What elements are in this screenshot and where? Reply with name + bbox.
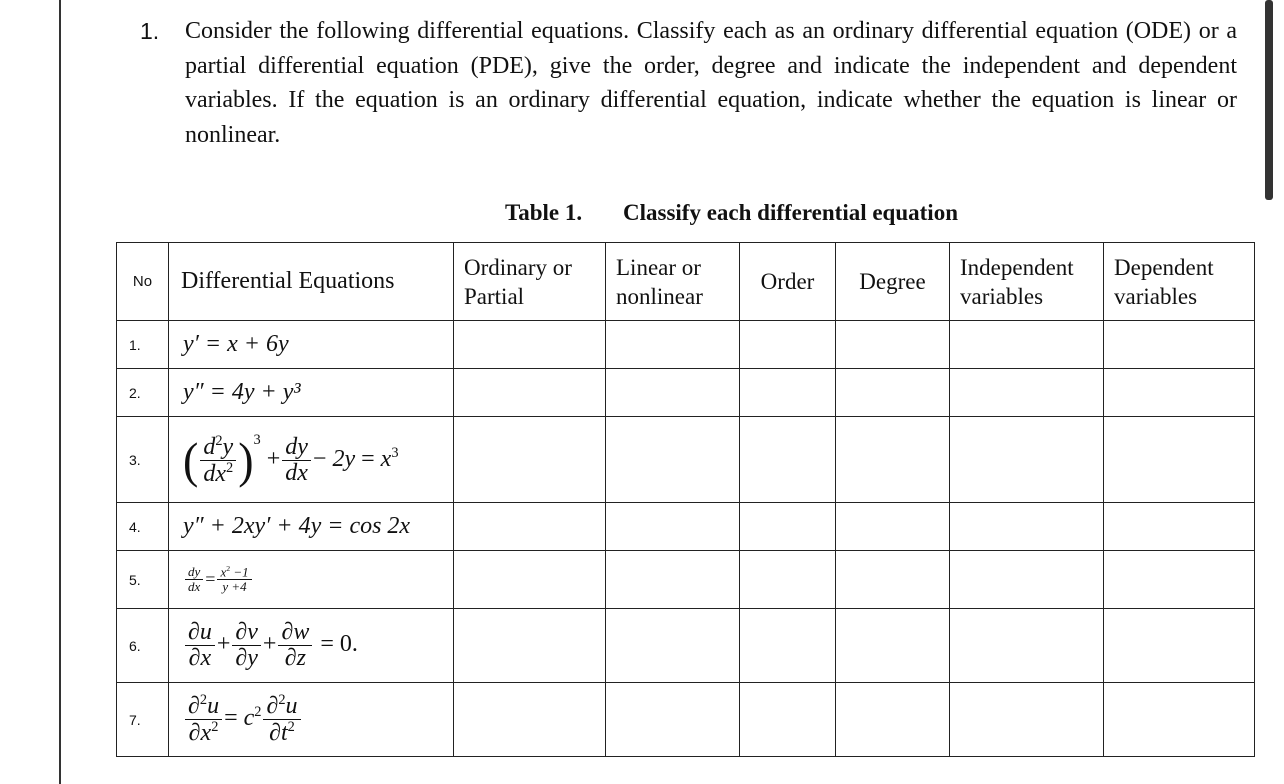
answer-degree-cell[interactable] [836, 503, 950, 551]
answer-independent-cell[interactable] [950, 609, 1104, 683]
equation-cell [169, 551, 454, 609]
answer-degree-cell[interactable] [836, 369, 950, 417]
answer-order-cell[interactable] [740, 503, 836, 551]
answer-ordinary-partial-cell[interactable] [454, 683, 606, 757]
scrollbar-thumb[interactable] [1265, 0, 1273, 200]
row-number: 3. [117, 417, 169, 503]
answer-order-cell[interactable] [740, 321, 836, 369]
answer-degree-cell[interactable] [836, 551, 950, 609]
equation-7: $\frac{\partial^2u}{\partial x^2}$ = $c^2$ $\frac{\partial^2u}{\partial t^2}$ [183, 705, 303, 731]
equation-3: ( $\frac{d^2y}{dx^2}$ )$^3$ + $\frac{dy}{dx}$ − $2y = x^3$ [183, 431, 399, 488]
table-row [117, 321, 1255, 369]
question-text: Consider the following differential equations. Classify each as an ordinary differential equation (ODE) or a partial differential equation (PDE), give the order, degree and indicate the independent and dependent variables. If the equation is an ordinary differential equation, indicate whether the equation is linear or nonlinear. [185, 18, 1237, 148]
answer-independent-cell[interactable] [950, 683, 1104, 757]
table-row [117, 417, 1255, 503]
table-row [117, 369, 1255, 417]
answer-order-cell[interactable] [740, 609, 836, 683]
answer-ordinary-partial-cell[interactable] [454, 417, 606, 503]
header-equations: Differential Equations [169, 243, 454, 321]
equation-cell [169, 503, 454, 551]
classification-table [116, 242, 1255, 757]
answer-ordinary-partial-cell[interactable] [454, 321, 606, 369]
answer-degree-cell[interactable] [836, 417, 950, 503]
answer-dependent-cell[interactable] [1104, 417, 1255, 503]
equation-5: $\frac{dy}{dx}$ = $\frac{x^2 -1}{y +4}$ [183, 565, 254, 591]
equation-2: y″ = 4y + y³ [183, 379, 301, 405]
answer-linear-cell[interactable] [606, 417, 740, 503]
answer-dependent-cell[interactable] [1104, 321, 1255, 369]
equation-4: y″ + 2xy′ + 4y = cos 2x [183, 513, 411, 539]
equation-cell [169, 609, 454, 683]
answer-linear-cell[interactable] [606, 369, 740, 417]
table-row [117, 551, 1255, 609]
header-no: No [117, 243, 169, 321]
table-row [117, 683, 1255, 757]
equation-cell [169, 417, 454, 503]
row-number: 6. [117, 609, 169, 683]
equation-cell [169, 369, 454, 417]
header-independent-variables: Independent variables [950, 243, 1104, 321]
header-degree: Degree [836, 243, 950, 321]
answer-order-cell[interactable] [740, 551, 836, 609]
answer-order-cell[interactable] [740, 369, 836, 417]
answer-ordinary-partial-cell[interactable] [454, 369, 606, 417]
answer-degree-cell[interactable] [836, 683, 950, 757]
table-caption [505, 200, 958, 226]
answer-dependent-cell[interactable] [1104, 551, 1255, 609]
answer-dependent-cell[interactable] [1104, 369, 1255, 417]
answer-ordinary-partial-cell[interactable] [454, 503, 606, 551]
table-header-row [117, 243, 1255, 321]
equation-cell [169, 683, 454, 757]
answer-order-cell[interactable] [740, 417, 836, 503]
answer-linear-cell[interactable] [606, 503, 740, 551]
answer-independent-cell[interactable] [950, 503, 1104, 551]
answer-order-cell[interactable] [740, 683, 836, 757]
row-number: 2. [117, 369, 169, 417]
answer-independent-cell[interactable] [950, 369, 1104, 417]
header-dependent-variables: Dependent variables [1104, 243, 1255, 321]
row-number: 5. [117, 551, 169, 609]
answer-linear-cell[interactable] [606, 609, 740, 683]
equation-cell [169, 321, 454, 369]
row-number: 7. [117, 683, 169, 757]
caption-label: Table 1. [505, 200, 583, 225]
answer-linear-cell[interactable] [606, 321, 740, 369]
table-row [117, 609, 1255, 683]
equation-1: y′ = x + 6y [183, 331, 289, 357]
header-ordinary-partial: Ordinary or Partial [454, 243, 606, 321]
header-order: Order [740, 243, 836, 321]
header-linear-nonlinear: Linear or nonlinear [606, 243, 740, 321]
answer-dependent-cell[interactable] [1104, 683, 1255, 757]
question-number: 1. [140, 18, 160, 44]
answer-degree-cell[interactable] [836, 321, 950, 369]
answer-independent-cell[interactable] [950, 417, 1104, 503]
answer-linear-cell[interactable] [606, 551, 740, 609]
answer-ordinary-partial-cell[interactable] [454, 551, 606, 609]
answer-linear-cell[interactable] [606, 683, 740, 757]
row-number: 1. [117, 321, 169, 369]
table-row [117, 503, 1255, 551]
page-left-border [59, 0, 61, 784]
answer-ordinary-partial-cell[interactable] [454, 609, 606, 683]
equation-6: $\frac{\partial u}{\partial x}$ + $\frac{\partial v}{\partial y}$ + $\frac{\partial w}{\partial z}$ = 0. [183, 631, 358, 657]
caption-title: Classify each differential equation [623, 200, 958, 225]
answer-dependent-cell[interactable] [1104, 503, 1255, 551]
answer-independent-cell[interactable] [950, 551, 1104, 609]
answer-dependent-cell[interactable] [1104, 609, 1255, 683]
row-number: 4. [117, 503, 169, 551]
answer-degree-cell[interactable] [836, 609, 950, 683]
answer-independent-cell[interactable] [950, 321, 1104, 369]
